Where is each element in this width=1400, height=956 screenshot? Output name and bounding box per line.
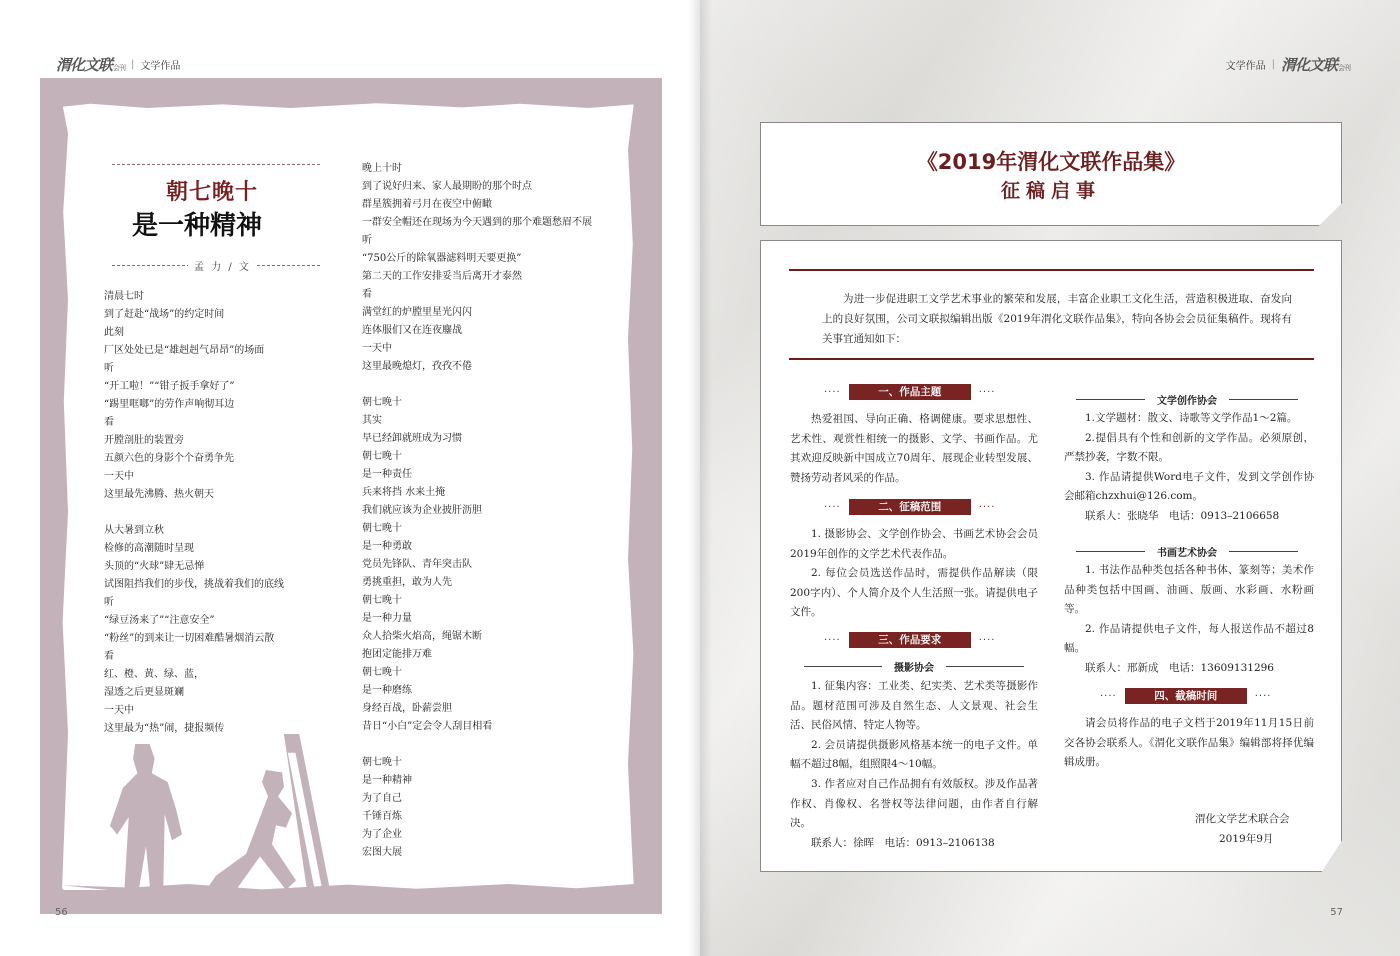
signature-date: 2019年9月	[1219, 833, 1274, 845]
poem-line: 朝七晚十	[362, 397, 402, 408]
poem-line: 众人拾柴火焰高，绳锯木断	[362, 631, 482, 642]
poem-line: “踢里哐啷”的劳作声响彻耳边	[104, 399, 235, 410]
poem-line: 满堂红的炉膛里星光闪闪	[362, 307, 472, 318]
poem-line: 朝七晚十	[362, 595, 402, 606]
poem-line: 群星簇拥着弓月在夜空中俯瞰	[362, 199, 492, 210]
poem-line: 看	[104, 651, 114, 662]
poem-line: 朝七晚十	[362, 757, 402, 768]
poem-line: 这里最为“热”闹，捷报频传	[104, 723, 225, 734]
poem-author: 孟 力 / 文	[188, 258, 257, 273]
poem-line: 千锤百炼	[362, 811, 402, 822]
section-head-scope: ···· 二、征稿范围 ····	[824, 501, 996, 513]
poem-line: 一天中	[362, 343, 392, 354]
poem-line: 一天中	[104, 705, 134, 716]
poem-line: 朝七晚十	[362, 451, 402, 462]
poem-line: 这里最先沸腾、热火朝天	[104, 489, 214, 500]
poem-line: 试图阻挡我们的步伐，挑战着我们的底线	[104, 579, 284, 590]
running-head-right: 文学作品 | 渭化文联会刊	[1225, 56, 1350, 74]
poem-line: 是一种力量	[362, 613, 412, 624]
poem-line: “开工啦！”“钳子扳手拿好了”	[104, 381, 235, 392]
subhead-calligraphy: 书画艺术协会	[1076, 545, 1298, 557]
poem-line: 宏图大展	[362, 847, 402, 858]
poem-line: 一天中	[104, 471, 134, 482]
page-number-left: 56	[55, 907, 68, 918]
journal-logo: 渭化文联会刊	[1280, 56, 1350, 74]
section-head-deadline: ···· 四、截稿时间 ····	[1100, 690, 1272, 702]
poem-line: 朝七晚十	[362, 523, 402, 534]
poem-line: 为了企业	[362, 829, 402, 840]
poem-title-line2: 是一种精神	[132, 211, 263, 241]
poem-line: 朝七晚十	[362, 667, 402, 678]
poem-line: 是一种责任	[362, 469, 412, 480]
poem-line: 晚上十时	[362, 163, 402, 174]
poem-line: 兵来将挡 水来土掩	[362, 487, 446, 498]
poem-line: 抱团定能排万难	[362, 649, 432, 660]
poem-line: 第二天的工作安排妥当后离开才泰然	[362, 271, 522, 282]
running-head-left: 渭化文联会刊 | 文学作品	[56, 56, 181, 74]
poem-line: 看	[362, 289, 372, 300]
poem-line: 其实	[362, 415, 382, 426]
poem-line: 此刻	[104, 327, 124, 338]
poem-line: 我们就应该为企业披肝沥胆	[362, 505, 482, 516]
poem-column-2	[362, 160, 592, 862]
journal-logo: 渭化文联会刊	[56, 56, 126, 74]
theme-text: 热爱祖国、导向正确、格调健康。要求思想性、艺术性、观赏性相统一的摄影、文学、书画作品。尤其欢迎反映新中国成立70周年、展现企业转型发展、赞扬劳动者风采的作品。	[790, 413, 1038, 484]
subhead-photo: 摄影协会	[804, 660, 1024, 672]
poem-line: 到了说好归来、家人最期盼的那个时点	[362, 181, 532, 192]
poem-line: 昔日“小白”定会令人刮目相看	[362, 721, 493, 732]
poem-line: 是一种磨练	[362, 685, 412, 696]
poem-line: 开膛剖肚的装置旁	[104, 435, 184, 446]
section-head-theme: ···· 一、作品主题 ····	[824, 386, 996, 398]
poem-line: 党员先锋队、青年突击队	[362, 559, 472, 570]
poem-line: 为了自己	[362, 793, 402, 804]
page-number-right: 57	[1330, 907, 1343, 918]
poem-line: 清晨七时	[104, 291, 144, 302]
poem-line: 从大暑到立秋	[104, 525, 164, 536]
poem-line: 红、橙、黄、绿、蓝，	[104, 669, 204, 680]
poem-line: 一群安全帽还在现场为今天遇到的那个难题愁眉不展	[362, 217, 592, 228]
notice-subtitle: 征稿启事	[1000, 180, 1101, 202]
intro-rule-top	[789, 269, 1314, 271]
poem-line: 是一种精神	[362, 775, 412, 786]
poem-line: “750公斤的除氧器滤料明天要更换”	[362, 253, 522, 264]
poem-line: 听	[104, 597, 114, 608]
poem-line: 勇挑重担，敢为人先	[362, 577, 452, 588]
poem-line: 到了赶赴“战场”的约定时间	[104, 309, 225, 320]
poem-line: 湿透之后更显斑斓	[104, 687, 184, 698]
scope-text: 1. 摄影协会、文学创作协会、书画艺术协会会员2019年创作的文学艺术代表作品。 2. 每位会员选送作品时，需提供作品解读（限200字内）、个人简介及个人生活照一张。请提供电子文件。	[790, 528, 1038, 619]
poem-line: 这里最晚熄灯，孜孜不倦	[362, 361, 472, 372]
poem-line: 检修的高潮随时呈现	[104, 543, 194, 554]
poem-line: 身经百战，卧薪尝胆	[362, 703, 452, 714]
poem-line: “绿豆汤来了”“注意安全”	[104, 615, 215, 626]
subhead-literature: 文学创作协会	[1076, 393, 1298, 405]
poem-line: 连体服们又在连夜鏖战	[362, 325, 462, 336]
stanza-break	[104, 504, 284, 522]
poem-title-line1: 朝七晚十	[166, 180, 259, 205]
poem-line: 看	[104, 417, 114, 428]
poem-line: 早已经卸就班成为习惯	[362, 433, 462, 444]
deadline-text: 请会员将作品的电子文档于2019年11月15日前交各协会联系人。《渭化文联作品集》编辑部将择优编辑成册。	[1064, 717, 1314, 769]
section-head-requirements: ···· 三、作品要求 ····	[824, 634, 996, 646]
stanza-break	[362, 376, 592, 394]
poem-line: “粉丝”的到来让一切困难酷暑烟消云散	[104, 633, 275, 644]
poem-line: 厂区处处已是“雄赳赳气昂昂”的场面	[104, 345, 265, 356]
intro-rule-bottom	[789, 358, 1314, 360]
notice-intro: 为进一步促进职工文学艺术事业的繁荣和发展，丰富企业职工文化生活，营造积极进取、奋发向上的良好氛围，公司文联拟编辑出版《2019年渭化文联作品集》，特向各协会会员征集稿件。现将有关事宜通知如下：	[822, 293, 1292, 345]
poem-line: 听	[104, 363, 114, 374]
calligraphy-text: 1. 书法作品种类包括各种书体、篆刻等；美术作品种类包括中国画、油画、版画、水彩画、水粉画等。 2. 作品请提供电子文件，每人报送作品不超过8幅。 联系人：邢新成 电话：13609131296	[1064, 564, 1314, 674]
notice-title: 《2019年渭化文联作品集》	[916, 150, 1186, 174]
section-label: 文学作品	[1225, 61, 1266, 72]
literature-text: 1.文学题材：散文、诗歌等文学作品1～2篇。 2.提倡具有个性和创新的文学作品。必须原创，严禁抄袭，字数不限。 3. 作品请提供Word电子文件，发到文学创作协会邮箱chzxhui@126.com。 联系人：张晓华 电话：0913–2106658	[1064, 412, 1314, 522]
title-rule-top	[112, 164, 320, 165]
photo-text: 1. 征集内容：工业类、纪实类、艺术类等摄影作品。题材范围可涉及自然生态、人文景观、社会生活、民俗风情、特定人物等。 2. 会员请提供摄影风格基本统一的电子文件。单幅不超过8幅，组照限4～10幅。 3. 作者应对自己作品拥有有效版权。涉及作品著作权、肖像权、名誉权等法律问题，由作者自行解决。 联系人：徐晖 电话：0913–2106138	[790, 680, 1038, 849]
poem-line: 头顶的“火球”肆无忌惮	[104, 561, 205, 572]
poem-line: 是一种勇敢	[362, 541, 412, 552]
poem-line: 五颜六色的身影个个奋勇争先	[104, 453, 234, 464]
section-label: 文学作品	[140, 61, 181, 72]
poem-column-1	[104, 288, 284, 738]
signature-org: 渭化文学艺术联合会	[1195, 813, 1290, 825]
stanza-break	[362, 736, 592, 754]
book-spine-shadow	[688, 0, 712, 956]
poem-line: 听	[362, 235, 372, 246]
